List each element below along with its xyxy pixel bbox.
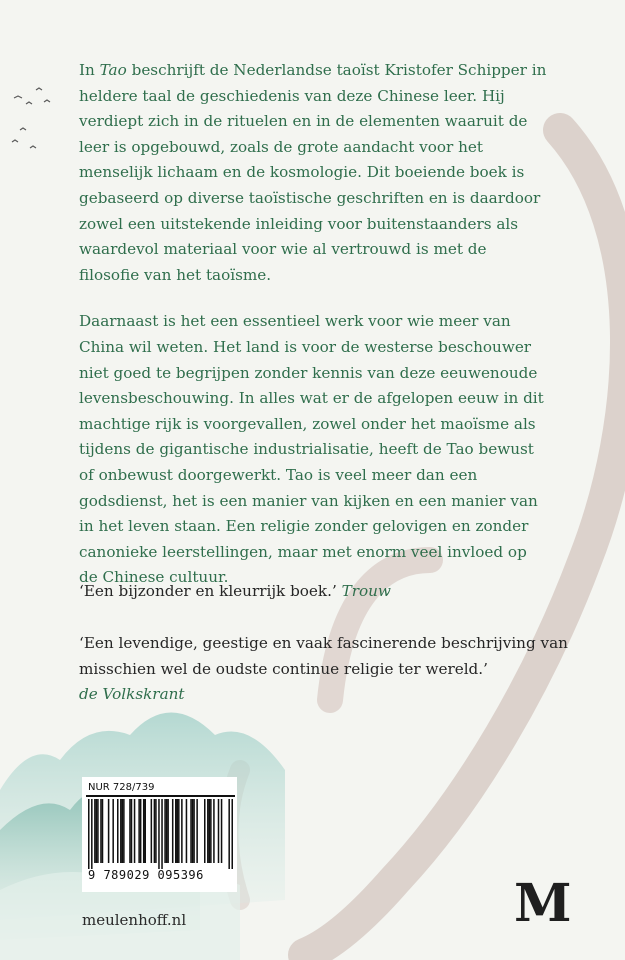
barcode-bar	[108, 799, 110, 863]
barcode-bar	[123, 799, 125, 863]
barcode-bar	[192, 799, 194, 863]
description-paragraph-1	[79, 58, 549, 288]
barcode-bar	[154, 799, 156, 863]
paragraph-segment: In	[79, 61, 100, 79]
barcode-bar	[204, 799, 206, 863]
quote-text: ‘Een levendige, geestige en vaak fascinerende beschrijving van misschien wel de oudste continue religie ter wereld.’	[79, 634, 568, 678]
barcode-bar	[177, 799, 179, 863]
back-cover-text	[79, 58, 549, 612]
publisher-logo: M	[514, 873, 572, 934]
barcode-bar	[151, 799, 153, 863]
description-paragraph-2: Daarnaast is het een essentieel werk voor wie meer van China wil weten. Het land is voor de westerse beschouwer niet goed te begrijpen zonder kennis van deze eeuwenoude levensbeschouwing. In alles wat er de afgelopen eeuw in dit machtige rijk is voorgevallen, zowel onder het maoïsme als tijdens de gigantische industrialisatie, heeft de Tao bewust of onbewust doorgewerkt. Tao is veel meer dan een godsdienst, het is een manier van kijken en een manier van in het leven staan. Een religie zonder gelovigen en zonder canonieke leerstellingen, maar met enorm veel invloed op de Chinese cultuur.	[79, 312, 544, 587]
barcode-bar	[221, 799, 223, 863]
barcode-bar	[228, 799, 230, 869]
publisher-website: meulenhoff.nl	[82, 911, 187, 929]
barcode-bar	[120, 799, 122, 863]
barcode-bar	[102, 799, 104, 863]
quote-source: de Volkskrant	[79, 685, 185, 704]
barcode-bar	[155, 799, 157, 863]
barcode-bar	[209, 799, 211, 863]
quote-text: ‘Een bijzonder en kleurrijk boek.’	[79, 582, 337, 600]
barcode-bar	[210, 799, 212, 863]
barcode-bar	[186, 799, 188, 863]
barcode-bar	[131, 799, 133, 863]
barcode-bar	[193, 799, 195, 863]
barcode-bar	[91, 799, 93, 869]
barcode-bar	[161, 799, 163, 869]
barcode-bar	[178, 799, 180, 863]
barcode-bar	[117, 799, 119, 863]
barcode-bar	[140, 799, 142, 863]
barcode-bar	[122, 799, 124, 863]
barcode-bar	[181, 799, 183, 863]
barcode-bar	[218, 799, 220, 863]
isbn-number: 9 789029 095396	[88, 868, 204, 882]
book-title-italic: Tao	[99, 61, 127, 79]
review-quote-1	[79, 579, 569, 605]
barcode-bar	[134, 799, 136, 863]
barcode-bar	[100, 799, 102, 863]
birds-illustration	[12, 88, 50, 148]
barcode-bar	[196, 799, 198, 863]
paragraph-segment: beschrijft de Nederlandse taoïst Kristofer Schipper in heldere taal de geschiedenis van deze Chinese leer. Hij verdiept zich in de rituelen en in de elementen waaruit de leer is opgebouwd, zoals de grote aandacht voor het menselijk lichaam en de kosmologie. Dit boeiende boek is gebaseerd op diverse taoïstische geschriften en is daardoor zowel een uitstekende inleiding voor buitenstaanders als waardevol materiaal voor wie al vertrouwd is met de filosofie van het taoïsme.	[79, 61, 547, 284]
barcode-bar	[138, 799, 140, 863]
barcode-bar	[166, 799, 168, 863]
barcode-bar	[158, 799, 160, 869]
barcode-bar	[231, 799, 233, 869]
barcode-bar	[172, 799, 174, 863]
barcode-bar	[144, 799, 146, 863]
nur-code: NUR 728/739	[86, 780, 235, 797]
barcode-bar	[190, 799, 192, 863]
barcode-bar	[129, 799, 131, 863]
barcode-bar	[175, 799, 177, 863]
barcode-bar	[112, 799, 114, 863]
quote-source: Trouw	[341, 582, 391, 600]
barcode-bar	[213, 799, 215, 863]
barcode-bar	[94, 799, 96, 863]
review-quote-2	[79, 631, 579, 708]
barcode	[88, 799, 233, 869]
barcode-label	[82, 777, 237, 892]
barcode-bar	[88, 799, 90, 869]
barcode-bar	[167, 799, 169, 863]
barcode-bar	[143, 799, 145, 863]
barcode-bar	[164, 799, 166, 863]
barcode-bar	[97, 799, 99, 863]
barcode-bar	[96, 799, 98, 863]
barcode-bar	[207, 799, 209, 863]
